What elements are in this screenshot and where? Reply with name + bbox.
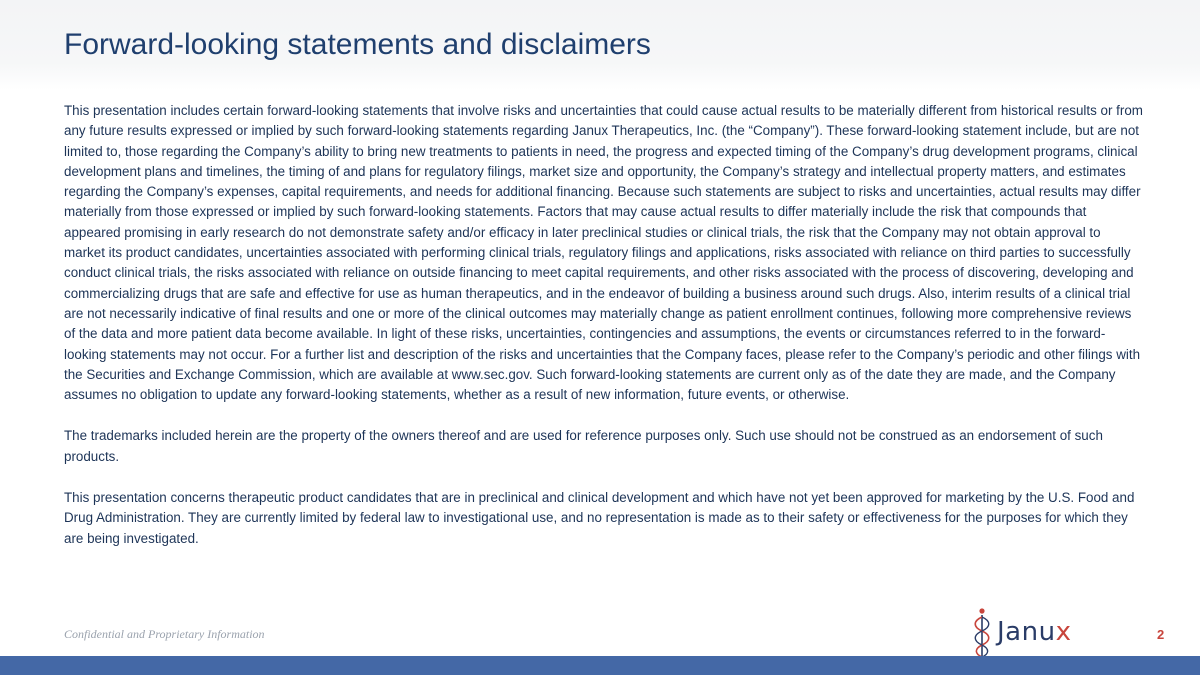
disclaimer-body <box>64 101 1144 570</box>
paragraph-forward-looking: This presentation includes certain forward-looking statements that involve risks and uncertainties that could cause actual results to be materially different from historical results or from any future results expressed or implied by such forward-looking statements regarding Janux Therapeutics, Inc. (the “Company”). These forward-looking statement include, but are not limited to, those regarding the Company’s ability to bring new treatments to patients in need, the progress and expected timing of the Company’s drug development programs, clinical development plans and timelines, the timing of and plans for regulatory filings, market size and opportunity, the Company’s strategy and intellectual property matters, and estimates regarding the Company’s expenses, capital requirements, and needs for additional financing. Because such statements are subject to risks and uncertainties, actual results may differ materially from those expressed or implied by such forward-looking statements. Factors that may cause actual results to differ materially include the risk that compounds that appeared promising in early research do not demonstrate safety and/or efficacy in later preclinical studies or clinical trials, the risk that the Company may not obtain approval to market its product candidates, uncertainties associated with performing clinical trials, regulatory filings and applications, risks associated with reliance on third parties to successfully conduct clinical trials, the risks associated with reliance on outside financing to meet capital requirements, and other risks associated with the process of discovering, developing and commercializing drugs that are safe and effective for use as human therapeutics, and in the endeavor of building a business around such drugs. Also, interim results of a clinical trial are not necessarily indicative of final results and one or more of the clinical outcomes may materially change as patient enrollment continues, following more comprehensive reviews of the data and more patient data become available. In light of these risks, uncertainties, contingencies and assumptions, the events or circumstances referred to in the forward-looking statements may not occur. For a further list and description of the risks and uncertainties that the Company faces, please refer to the Company’s periodic and other filings with the Securities and Exchange Commission, which are available at www.sec.gov. Such forward-looking statements are current only as of the date they are made, and the Company assumes no obligation to update any forward-looking statements, whether as a result of new information, future events, or otherwise. <box>64 103 1143 403</box>
paragraph-regulatory: This presentation concerns therapeutic product candidates that are in preclinical and clinical development and which have not yet been approved for marketing by the U.S. Food and Drug Administration. They are currently limited by federal law to investigational use, and no representation is made as to their safety or effectiveness for the purposes for which they are being investigated. <box>64 490 1135 546</box>
page-number: 2 <box>1157 627 1165 642</box>
logo-wordmark: Janux <box>997 617 1072 647</box>
page-title: Forward-looking statements and disclaimers <box>64 28 651 61</box>
helix-staff-icon <box>970 607 996 661</box>
janux-logo <box>970 607 1085 659</box>
bottom-bar <box>0 656 1200 675</box>
confidential-footer: Confidential and Proprietary Information <box>64 627 265 641</box>
paragraph-trademarks: The trademarks included herein are the property of the owners thereof and are used for reference purposes only. Such use should not be construed as an endorsement of such products. <box>64 428 1103 464</box>
